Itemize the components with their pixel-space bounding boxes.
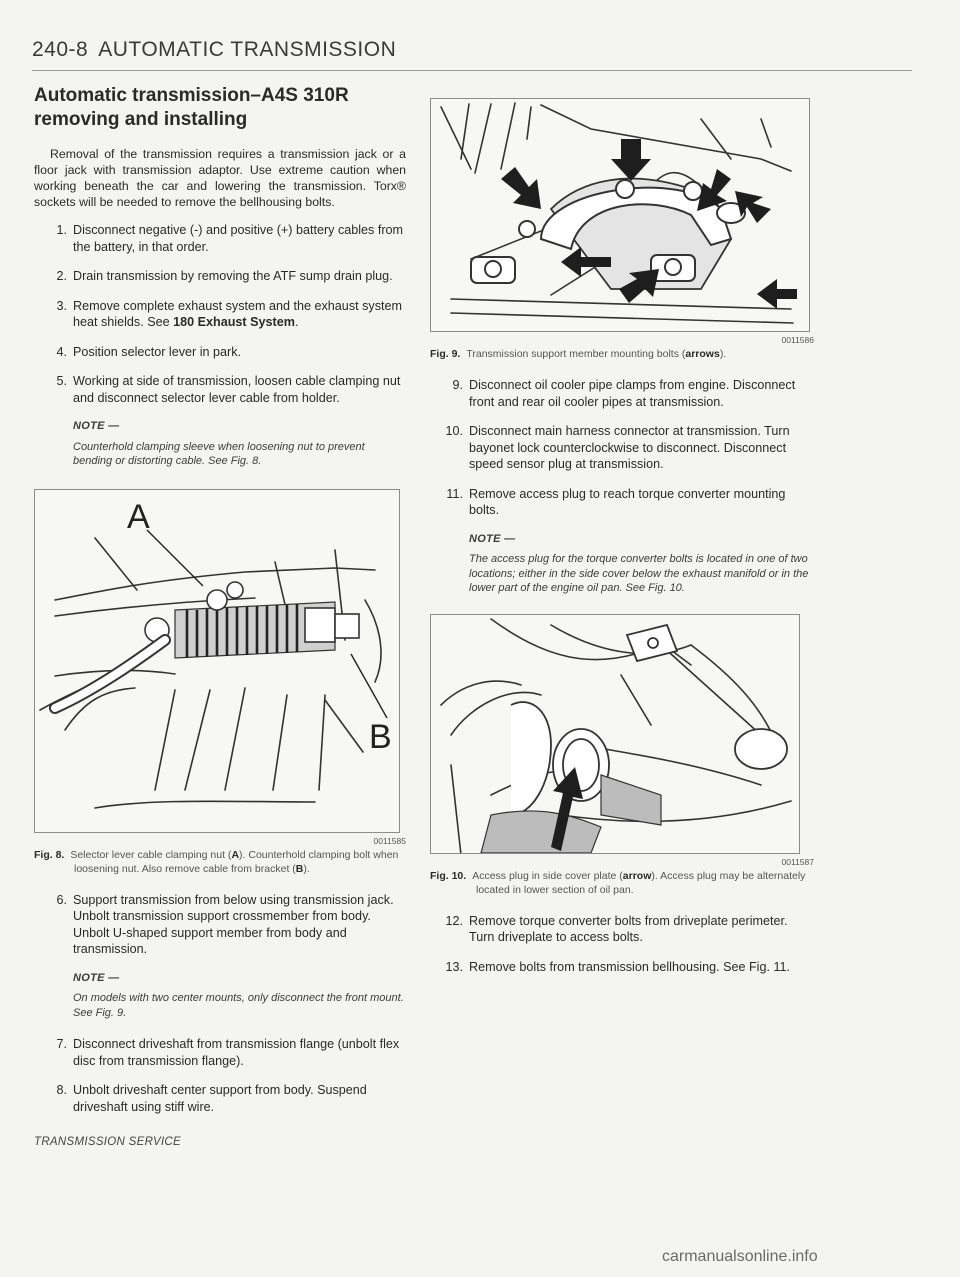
leader-line-b [351,654,387,718]
steps-list-1 [34,222,406,406]
step-8: 8. Unbolt driveshaft center support from body. Suspend driveshaft using stiff wire. [56,1083,367,1114]
section-reference: 180 Exhaust System [173,315,295,329]
figure-9-id: 0011586 [781,335,814,345]
section-title: AUTOMATIC TRANSMISSION [98,38,397,61]
callout-a: A [127,497,150,536]
step-10: 10. Disconnect main harness connector at transmission. Turn bayonet lock counterclockwise to disconnect. Disconnect speed sensor plug at transmission. [445,424,790,471]
left-column [34,84,406,1128]
header-rule [32,70,912,71]
page-header [32,38,912,62]
steps-list-3 [34,1036,406,1115]
step-12: 12. Remove torque converter bolts from driveplate perimeter. Turn driveplate to access bolts. [445,913,788,944]
step-13: 13. Remove bolts from transmission bellhousing. See Fig. 11. [445,959,791,974]
note-label: NOTE — [73,971,120,984]
procedure-title: Automatic transmission–A4S 310R removing and installing [34,85,349,130]
support-member-drawing [431,99,809,331]
leader-line-a [147,530,203,586]
step-5: 5. Working at side of transmission, loosen cable clamping nut and disconnect selector lever cable from holder. [56,374,401,405]
note-3 [469,532,814,596]
watermark: carmanualsonline.info [662,1248,818,1265]
steps-list-5 [430,913,814,976]
running-head [32,38,912,62]
step-3: 3. Remove complete exhaust system and the exhaust system heat shields. See 180 Exhaust System. [56,298,402,329]
step-1: 1. Disconnect negative (-) and positive (+) battery cables from the battery, in that order. [56,223,404,254]
figure-10-id: 0011587 [781,856,814,867]
step-4: 4. Position selector lever in park. [56,344,241,359]
steps-list-4 [430,377,814,519]
figure-10-illustration [430,614,800,854]
step-7: 7. Disconnect driveshaft from transmission flange (unbolt flex disc from transmission flange). [56,1037,400,1068]
figure-8-caption: Fig. 8. Selector lever cable clamping nut (A). Counterhold clamping bolt when loosening nut. Also remove cable from bracket (B). [34,848,399,875]
step-11: 11. Remove access plug to reach torque converter mounting bolts. [446,486,786,517]
access-plug-drawing [431,615,799,853]
note-text: The access plug for the torque converter bolts is located in one of two locations; either in the side cover below the exhaust manifold or in the lower part of the engine oil pan. See Fig. 10. [469,553,809,594]
right-column [430,98,814,988]
step-6: 6. Support transmission from below using transmission jack. Unbolt transmission support crossmember from body. Unbolt U-shaped support member from body and transmission. [56,892,394,956]
note-2 [73,971,406,1021]
page-footer: TRANSMISSION SERVICE [34,1136,182,1148]
figure-10-caption: Fig. 10. Access plug in side cover plate (arrow). Access plug may be alternately located in lower section of oil pan. [430,869,806,896]
callout-b: B [369,717,392,756]
steps-list-2 [34,892,406,958]
figure-9-caption: Fig. 9. Transmission support member mounting bolts (arrows). [430,348,727,360]
selector-cable-drawing [35,490,399,832]
note-label: NOTE — [469,532,516,545]
note-text: Counterhold clamping sleeve when loosening nut to prevent bending or distorting cable. See Fig. 8. [73,440,365,467]
intro-paragraph: Removal of the transmission requires a transmission jack or a floor jack with transmission adaptor. Use extreme caution when working beneath the car and lowering the transmission. Torx® sockets will be needed to remove the bellhousing bolts. [34,147,406,209]
step-9: 9. Disconnect oil cooler pipe clamps from engine. Disconnect front and rear oil cooler pipes at transmission. [452,378,796,409]
note-1 [73,419,406,469]
note-text: On models with two center mounts, only disconnect the front mount. See Fig. 9. [73,992,404,1019]
note-label: NOTE — [73,420,120,432]
step-2: 2. Drain transmission by removing the ATF sump drain plug. [56,269,393,283]
figure-8-illustration [34,489,400,833]
page-number: 240-8 [32,38,89,61]
figure-9-illustration [430,98,810,332]
figure-8-id: 0011585 [373,835,406,846]
